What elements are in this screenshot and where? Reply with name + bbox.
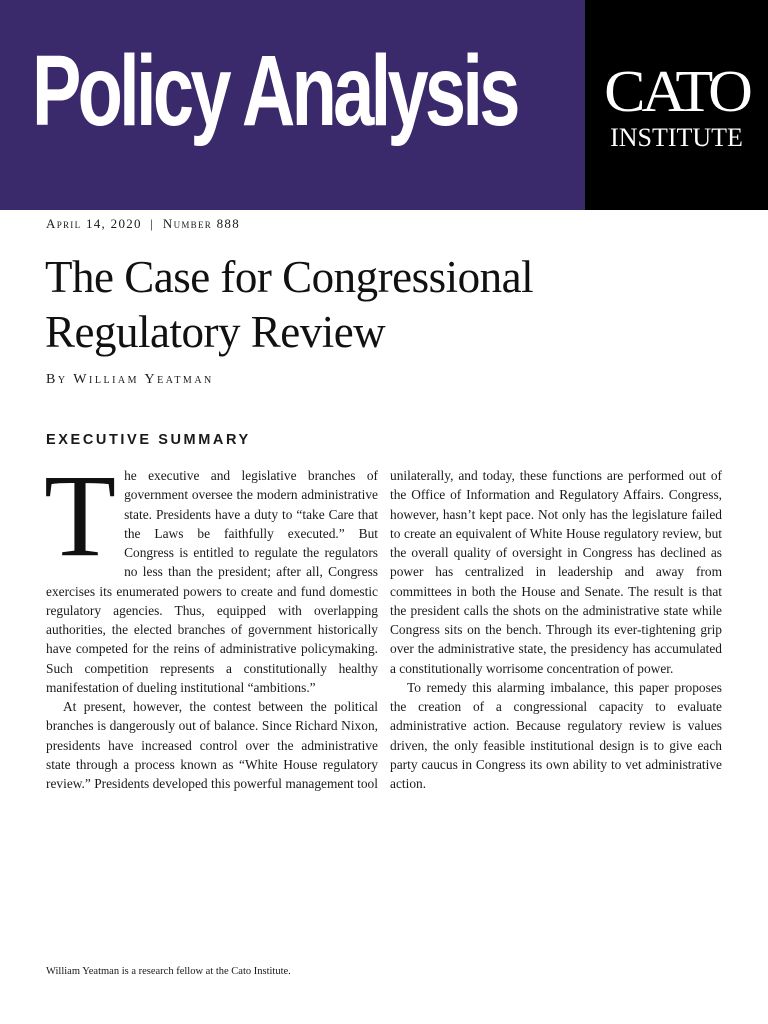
logo-institute-text: INSTITUTE xyxy=(610,123,743,152)
meta-separator: | xyxy=(150,216,155,231)
document-title: The Case for Congressional Regulatory Review xyxy=(45,252,534,357)
summary-paragraph-2-continued: unilaterally, and today, these functions are performed out of the Office of Information and Regulatory Affairs. Congress, however, hasn’t kept pace. Not only has the legislature failed to create an equivalent of White House regulatory review, but the overall quality of oversight in Congress has declined as power has centralized in leadership and away from committees in both the House and Senate. The result is that the president calls the shots on the administrative state while Congress sits on the bench. Through its ever-tightening grip over the administrative state, the presidency has accumulated a constitutionally worrisome concentration of power. xyxy=(390,468,722,676)
series-title: Policy Analysis xyxy=(32,35,517,147)
cato-institute-logo xyxy=(585,59,768,152)
author-byline: By William Yeatman xyxy=(46,372,214,387)
publication-number: Number 888 xyxy=(162,216,241,231)
summary-paragraph-1 xyxy=(44,450,378,697)
banner-purple-panel xyxy=(0,0,585,210)
summary-paragraph-2: At present, however, the contest between the political branches is dangerously out of balance. Since Richard Nixon, presidents have increased control over the administrative state through a process known as “White House regulatory review.” Presidents developed this powerful management tool xyxy=(46,699,378,791)
header-banner xyxy=(0,0,768,210)
publication-meta xyxy=(46,216,240,232)
summary-body-right-column xyxy=(390,466,722,793)
paragraph-1-text: he executive and legislative branches of government oversee the modern administrative state. Presidents have a duty to “take Care that the Laws be faithfully executed.” But Congress is entitled to regulate the regulators no less than the president; after all, Congress exercises its enumerated powers to create and fund domestic regulatory agencies. Thus, equipped with overlapping authorities, the elected branches of government historically have competed for the reins of administrative policymaking. Such competition represents a constitutionally healthy manifestation of dueling institutional “ambitions.” xyxy=(46,468,378,695)
summary-paragraph-3: To remedy this alarming imbalance, this paper proposes the creation of a congressional capacity to evaluate administrative action. Because regulatory review is values driven, the only feasible institutional design is to give each party caucus in Congress its own ability to vet administrative action. xyxy=(390,679,722,791)
publication-date: April 14, 2020 xyxy=(46,216,142,231)
author-footnote: William Yeatman is a research fellow at the Cato Institute. xyxy=(46,966,291,977)
summary-body xyxy=(44,450,378,793)
drop-cap: T xyxy=(44,450,117,581)
executive-summary-heading: EXECUTIVE SUMMARY xyxy=(46,432,251,448)
logo-cato-text: CATO xyxy=(604,59,749,125)
